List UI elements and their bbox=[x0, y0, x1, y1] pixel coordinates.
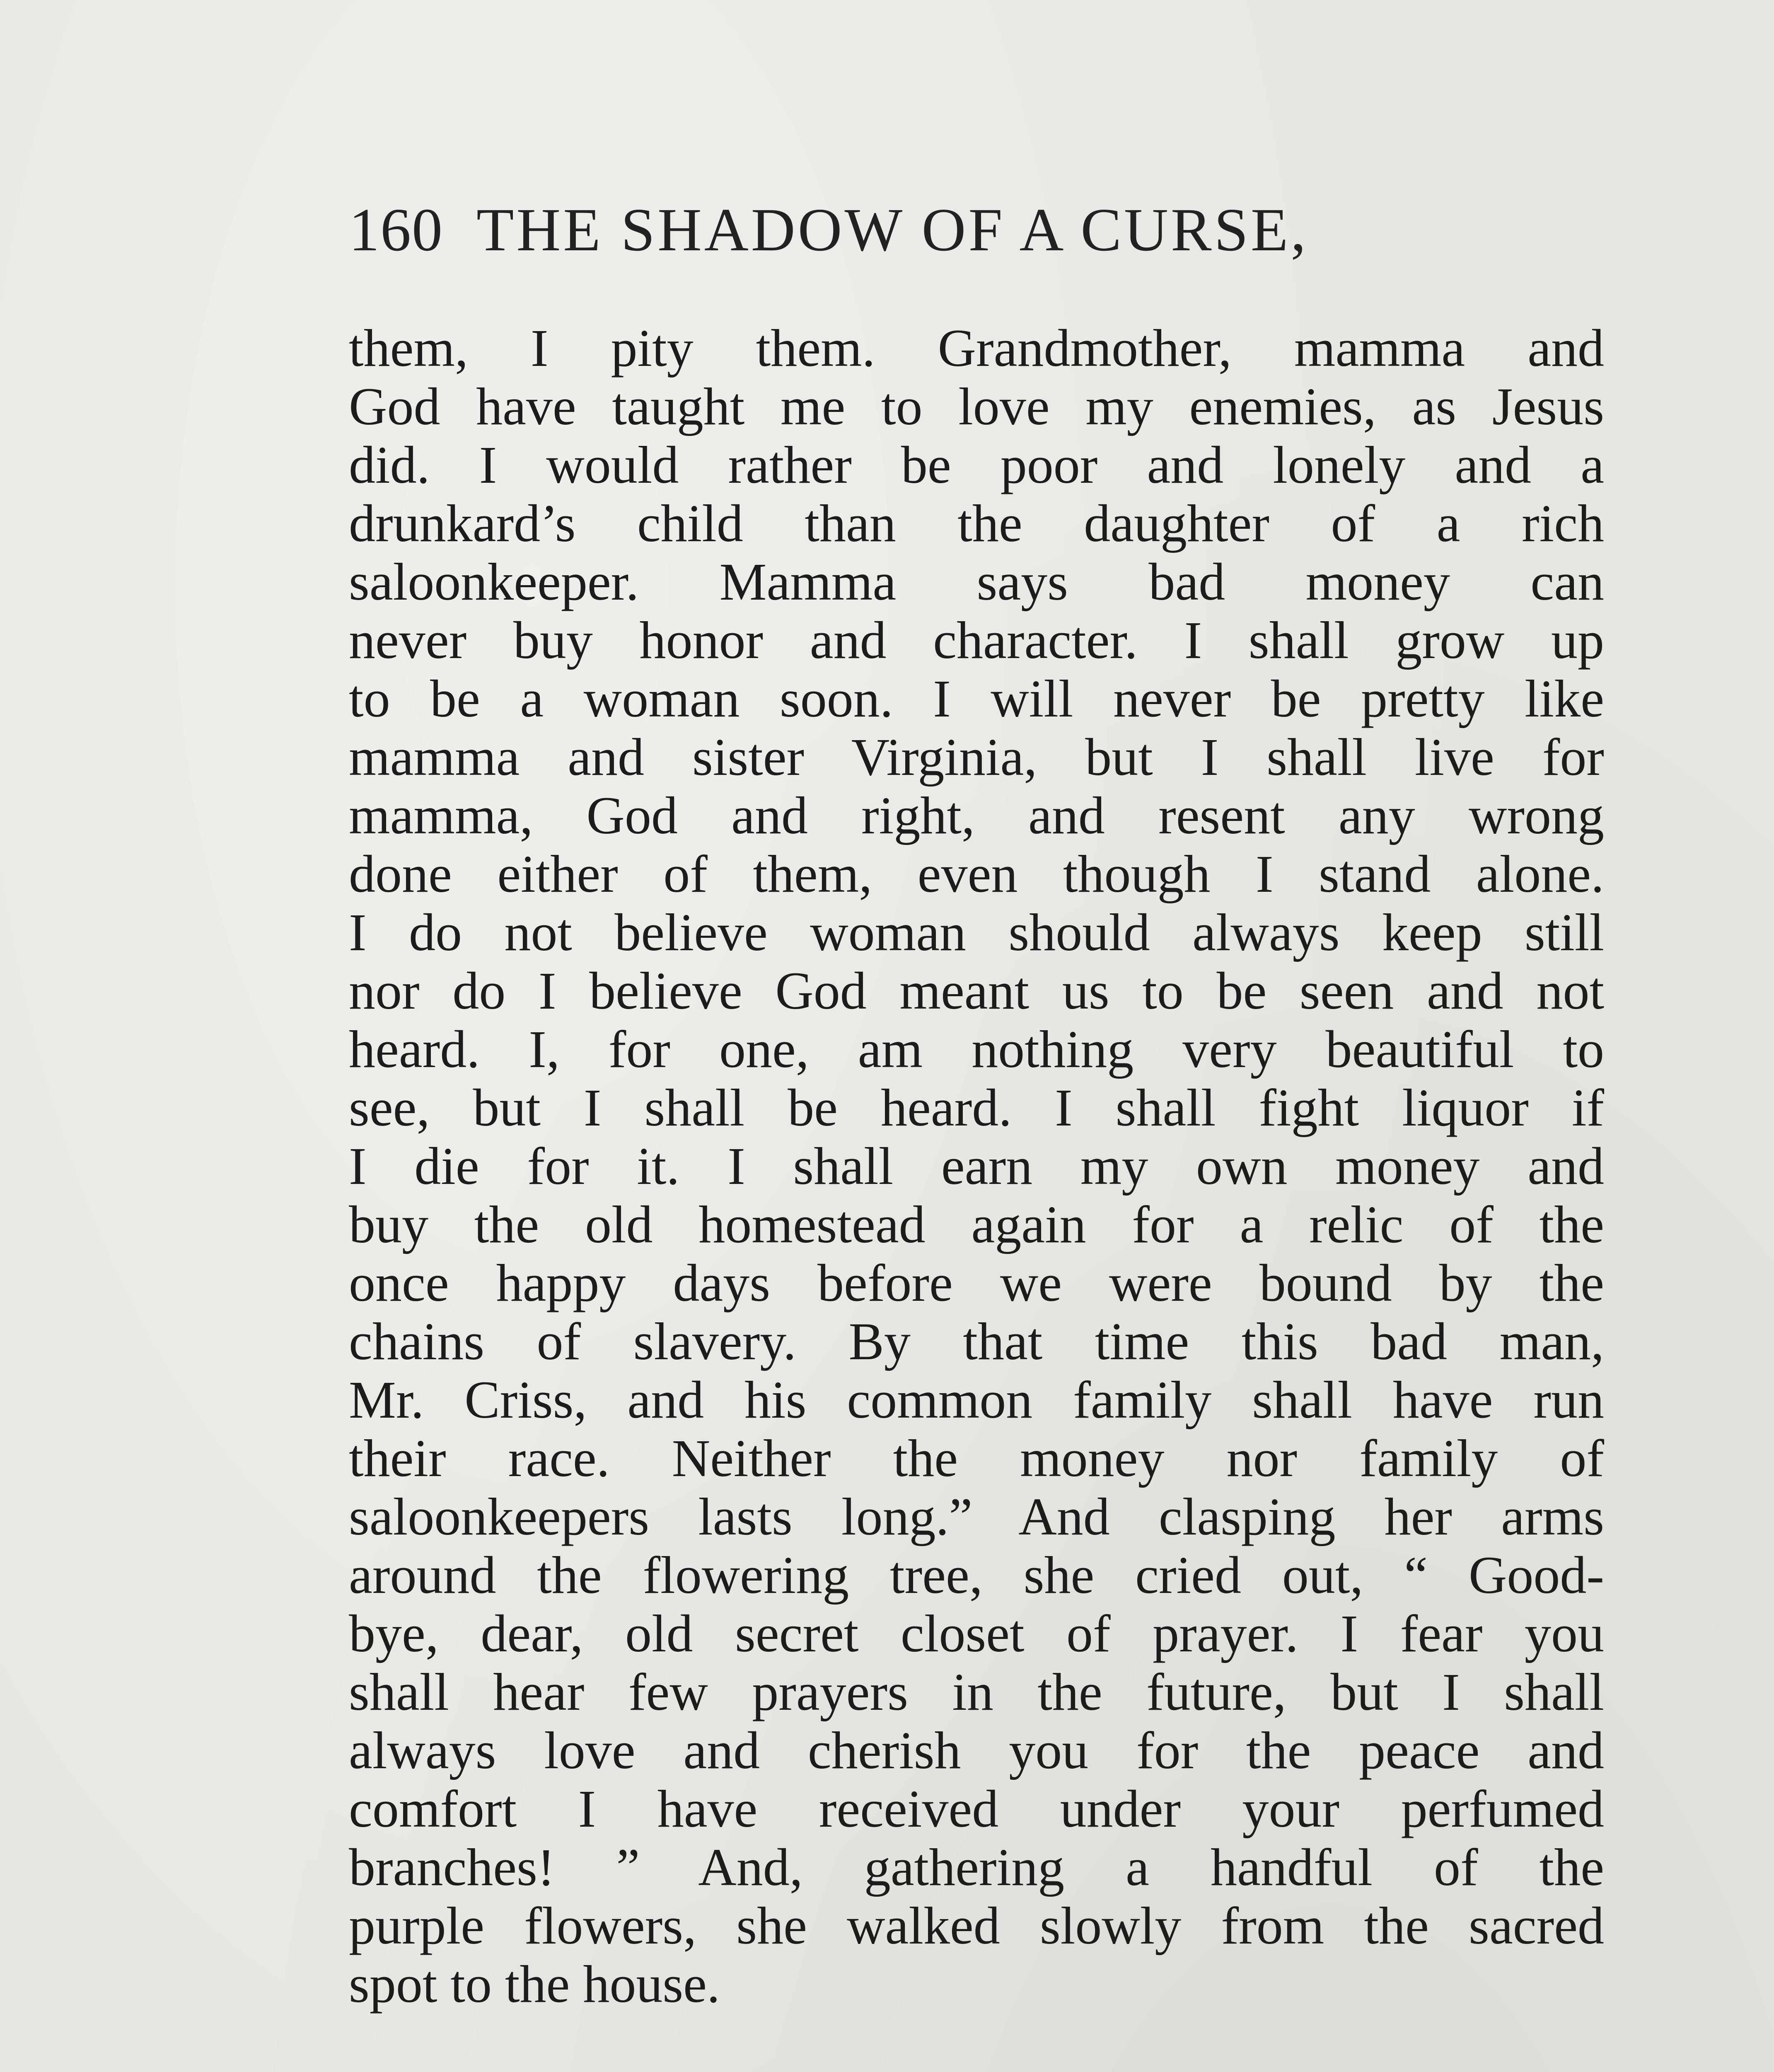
running-head bbox=[349, 189, 1604, 271]
text-line: them, I pity them. Grandmother, mamma and bbox=[349, 319, 1604, 378]
text-line: branches! ” And, gathering a handful of the bbox=[349, 1838, 1604, 1897]
text-line: Mr. Criss, and his common family shall have run bbox=[349, 1371, 1604, 1429]
text-line: comfort I have received under your perfumed bbox=[349, 1780, 1604, 1838]
text-line: I do not believe woman should always keep still bbox=[349, 903, 1604, 962]
text-line: saloonkeepers lasts long.” And clasping her arms bbox=[349, 1488, 1604, 1546]
text-line: their race. Neither the money nor family of bbox=[349, 1429, 1604, 1488]
text-line: did. I would rather be poor and lonely and a bbox=[349, 436, 1604, 494]
text-line: mamma, God and right, and resent any wrong bbox=[349, 787, 1604, 845]
text-line: around the flowering tree, she cried out, “ Good- bbox=[349, 1546, 1604, 1605]
text-line: heard. I, for one, am nothing very beautiful to bbox=[349, 1020, 1604, 1079]
text-line: purple flowers, she walked slowly from the sacred bbox=[349, 1897, 1604, 1955]
page-number: 160 bbox=[349, 196, 443, 264]
text-line: mamma and sister Virginia, but I shall live for bbox=[349, 728, 1604, 787]
text-line-last: spot to the house. bbox=[349, 1955, 720, 2014]
text-line: buy the old homestead again for a relic of the bbox=[349, 1196, 1604, 1254]
text-line: once happy days before we were bound by the bbox=[349, 1254, 1604, 1312]
text-line: never buy honor and character. I shall grow up bbox=[349, 611, 1604, 670]
text-line: drunkard’s child than the daughter of a rich bbox=[349, 494, 1604, 553]
text-line: to be a woman soon. I will never be pretty like bbox=[349, 670, 1604, 728]
running-title: THE SHADOW OF A CURSE, bbox=[476, 196, 1309, 264]
body-text bbox=[349, 319, 1604, 2014]
text-line: chains of slavery. By that time this bad man, bbox=[349, 1312, 1604, 1371]
text-line: bye, dear, old secret closet of prayer. I fear you bbox=[349, 1605, 1604, 1663]
text-line: nor do I believe God meant us to be seen and not bbox=[349, 962, 1604, 1020]
text-line: see, but I shall be heard. I shall fight liquor if bbox=[349, 1079, 1604, 1137]
text-line: God have taught me to love my enemies, as Jesus bbox=[349, 378, 1604, 436]
text-line: always love and cherish you for the peace and bbox=[349, 1721, 1604, 1780]
text-line: saloonkeeper. Mamma says bad money can bbox=[349, 553, 1604, 611]
text-line: I die for it. I shall earn my own money and bbox=[349, 1137, 1604, 1196]
text-line: done either of them, even though I stand alone. bbox=[349, 845, 1604, 903]
text-line: shall hear few prayers in the future, but I shall bbox=[349, 1663, 1604, 1721]
